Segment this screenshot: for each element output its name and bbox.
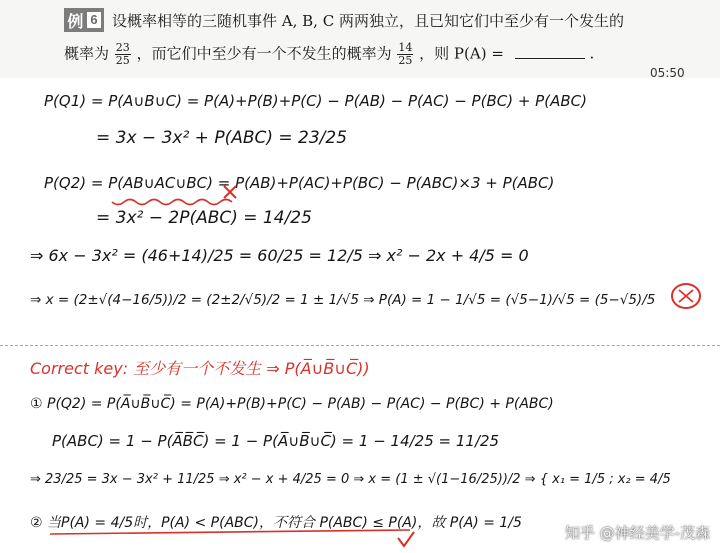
fraction-numerator: 23 <box>115 41 130 54</box>
work-line-6: ⇒ x = (2±√(4−16/5))/2 = (2±2/√5)/2 = 1 ± 1/√5 ⇒ P(A) = 1 − 1/√5 = (√5−1)/√5 = (5−√5)/5 <box>30 292 656 308</box>
correct-line-3: ⇒ 23/25 = 3x − 3x² + 11/25 ⇒ x² − x + 4/25 = 0 ⇒ x = (1 ± √(1−16/25))/2 ⇒ { x₁ = 1/5 ; x₂ = 4/5 <box>30 472 671 487</box>
problem-text-end: . <box>589 44 595 63</box>
work-line-3: P(Q2) = P(AB∪AC∪BC) = P(AB)+P(AC)+P(BC) − P(ABC)×3 + P(ABC) <box>44 174 555 192</box>
problem-text-c: ，则 P(A) = <box>419 44 504 63</box>
work-line-1: P(Q1) = P(A∪B∪C) = P(A)+P(B)+P(C) − P(AB) − P(AC) − P(BC) + P(ABC) <box>44 92 587 110</box>
correct-line-1: ① P(Q2) = P(A̅∪B̅∪C̅) = P(A)+P(B)+P(C) − P(AB) − P(AC) − P(BC) + P(ABC) <box>30 396 554 412</box>
work-line-5: ⇒ 6x − 3x² = (46+14)/25 = 60/25 = 12/5 ⇒ x² − 2x + 4/5 = 0 <box>30 246 529 265</box>
fraction-denominator: 25 <box>398 54 413 67</box>
work-line-2: = 3x − 3x² + P(ABC) = 23/25 <box>96 128 348 148</box>
problem-text-b: ，而它们中至少有一个不发生的概率为 <box>136 44 392 63</box>
example-number: 6 <box>87 12 100 28</box>
cross-mark <box>224 186 236 198</box>
time-note: 05:50 <box>650 66 685 80</box>
problem-text-a: 概率为 <box>64 44 110 63</box>
example-tag-label: 例 <box>67 13 84 31</box>
watermark: 知乎 @神经美学-茂森 <box>564 524 710 542</box>
work-line-4: = 3x² − 2P(ABC) = 14/25 <box>96 208 312 228</box>
fraction-numerator: 14 <box>398 41 413 54</box>
problem-line-1: 设概率相等的三随机事件 A, B, C 两两独立，且已知它们中至少有一个发生的 <box>112 12 624 30</box>
final-check-mark <box>398 532 414 546</box>
cross-in-circle <box>679 290 693 302</box>
correct-line-4: ② 当P(A) = 4/5时，P(A) < P(ABC)，不符合 P(ABC) ≤ P(A)，故 P(A) = 1/5 <box>30 515 522 531</box>
correct-line-2: P(ABC) = 1 − P(A̅B̅C̅) = 1 − P(A̅∪B̅∪C̅) = 1 − 14/25 = 11/25 <box>52 432 500 450</box>
correct-key-heading: Correct key: 至少有一个不发生 ⇒ P(A̅∪B̅∪C̅)) <box>30 359 370 378</box>
wavy-underline <box>112 200 232 205</box>
final-underline <box>50 530 410 534</box>
fraction-denominator: 25 <box>115 54 130 67</box>
